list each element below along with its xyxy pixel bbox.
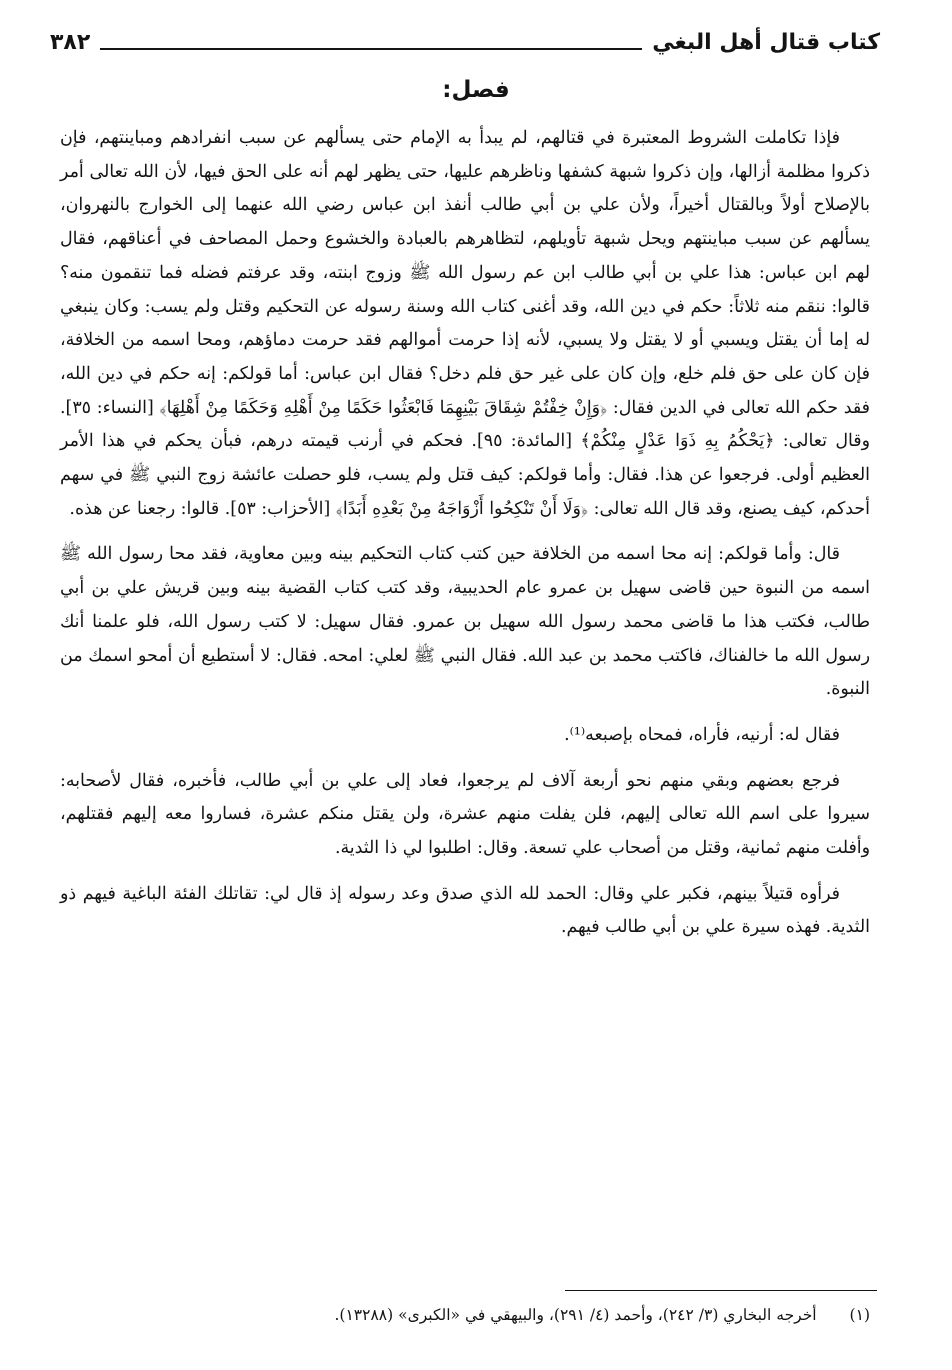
footnote-text: أخرجه البخاري (٣/ ٢٤٢)، وأحمد (٤/ ٢٩١)، والبيهقي في «الكبرى» (١٣٢٨٨). <box>334 1306 817 1324</box>
paragraph: فرأوه قتيلاً بينهم، فكبر علي وقال: الحمد لله الذي صدق وعد رسوله إذ قال لي: تقاتلك الفئة الباغية فيهم ذو الثدية. فهذه سيرة علي بن أبي طالب فيهم. <box>60 883 870 938</box>
header-rule <box>100 48 642 50</box>
running-title: كتاب قتال أهل البغي <box>652 30 880 55</box>
section-heading: فصل: <box>442 77 510 103</box>
paragraph: فقال له: أرنيه، فأراه، فمحاه بإصبعه⁽¹⁾. <box>564 724 840 745</box>
body-text <box>60 122 870 957</box>
page-number: ٣٨٢ <box>50 30 91 55</box>
running-header <box>50 24 880 68</box>
paragraph: فإذا تكاملت الشروط المعتبرة في قتالهم، لم يبدأ به الإمام حتى يسألهم عن سبب انفرادهم ومباينتهم، فإن ذكروا مظلمة أزالها، وإن ذكروا شبهة كشفها وناظرهم عليها، حتى يظهر لهم أنه على الحق فيها، لأن الله تعالى أمر بالإصلاح أولاً وبالقتال أخيراً، ولأن علي بن أبي طالب أنفذ ابن عباس رضي الله عنهما إلى الخوارج بالنهروان، يسألهم عن سبب مباينتهم ويحل شبهة تأويلهم، لتظاهرهم بالعبادة والخشوع وحمل المصاحف في أعناقهم، فقال لهم ابن عباس: هذا علي بن أبي طالب ابن عم رسول الله ﷺ وزوج ابنته، وقد عرفتم فضله فما تنقمون منه؟ قالوا: ننقم منه ثلاثاً: حكم في دين الله، وقد أغنى كتاب الله وسنة رسوله عن التحكيم وقتل ولم يسب: وكان ينبغي له إما أن يقتل ويسبي أو لا يقتل ولا يسبي، لأنه إذا حرمت أموالهم فقد حرمت دماؤهم، ومحا اسمه من الخلافة، فإن كان على حق فلم خلع، وإن كان على غير حق فلم دخل؟ فقال ابن عباس: أما قولكم: إنه حكم في دين الله، فقد حكم الله تعالى في الدين فقال: ﴿وَإِنْ خِفْتُمْ شِقَاقَ بَيْنِهِمَا فَابْعَثُوا حَكَمًا مِنْ أَهْلِهِ وَحَكَمًا مِنْ أَهْلِهَا﴾ [النساء: ٣٥]. وقال تعالى: ﴿يَحْكُمُ بِهِ ذَوَا عَدْلٍ مِنْكُمْ﴾ [المائدة: ٩٥]. فحكم في أرنب قيمته درهم، فبأن يحكم في هذا الأمر العظيم أولى. فرجعوا عن هذا. فقال: وأما قولكم: كيف قتل ولم يسب، فلو حصلت عائشة زوج النبي ﷺ في سهم أحدكم، كيف يصنع، وقد قال الله تعالى: ﴿وَلَا أَنْ تَنْكِحُوا أَزْوَاجَهُ مِنْ بَعْدِهِ أَبَدًا﴾ [الأحزاب: ٥٣]. قالوا: رجعنا عن هذه. <box>60 128 870 519</box>
paragraph: فرجع بعضهم وبقي منهم نحو أربعة آلاف لم يرجعوا، فعاد إلى علي بن أبي طالب، فأخبره، فقال لأصحابه: سيروا على اسم الله تعالى إليهم، فلن يفلت منهم عشرة، ولن يقتل منكم عشرة، فساروا معه إليهم فقتلهم، وأفلت منهم ثمانية، وقتل من أصحاب علي تسعة. وقال: اطلبوا لي ذا الثدية. <box>60 770 870 859</box>
paragraph: قال: وأما قولكم: إنه محا اسمه من الخلافة حين كتب كتاب التحكيم بينه وبين معاوية، فقد محا رسول الله ﷺ اسمه من النبوة حين قاضى سهيل بن عمرو عام الحديبية، وقد كتب كتاب القضية بينه وبين قريش علي بن أبي طالب، فكتب هذا ما قاضى محمد رسول الله سهيل بن عمرو. فقال سهيل: لا كتب رسول الله، فلو علمنا أنك رسول الله ما خالفناك، فاكتب محمد بن عبد الله. فقال النبي ﷺ لعلي: امحه. فقال: لا أستطيع أن أمحو اسمك من النبوة. <box>60 544 870 700</box>
footnote <box>60 1300 870 1330</box>
footnote-number: (١) <box>849 1306 870 1324</box>
footnote-divider <box>565 1290 877 1291</box>
